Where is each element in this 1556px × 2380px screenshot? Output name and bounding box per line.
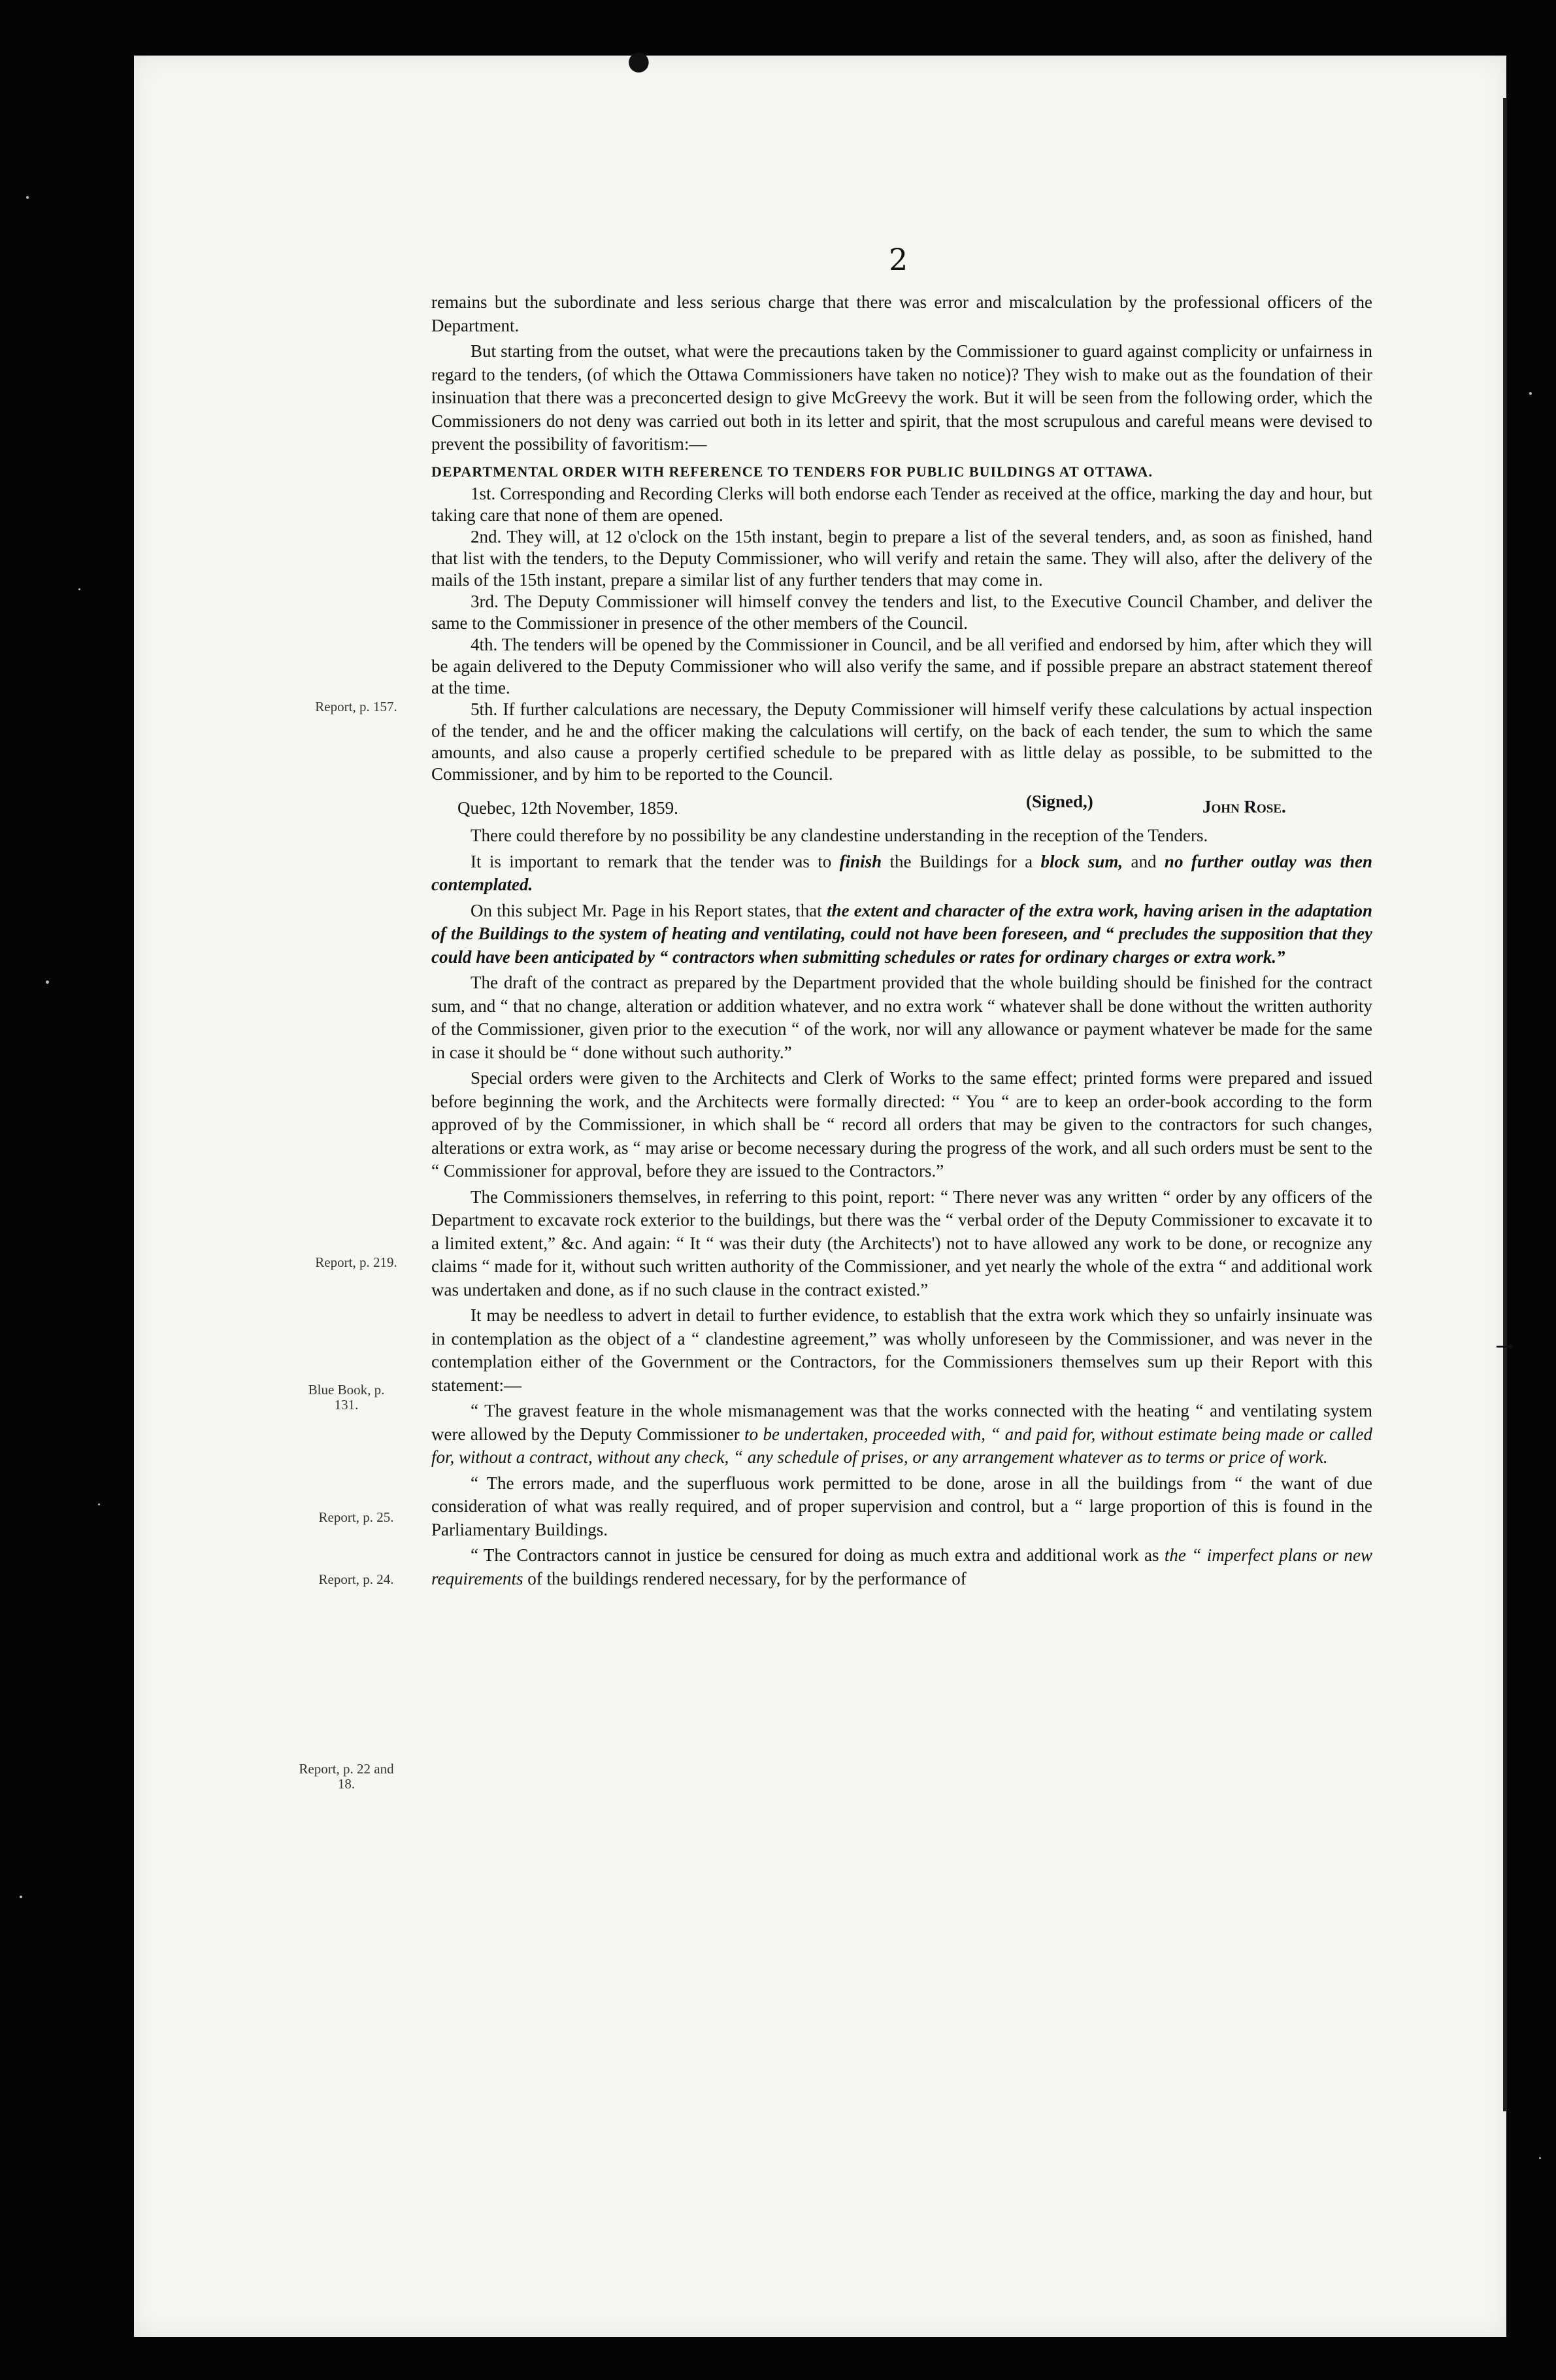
paragraph: But starting from the outset, what were the precautions taken by the Commissioner to guard against complicity or unfairness in regard to the tenders, (of which the Ottawa Commissioners have taken no notice)? They wish to make out as the foundation of their insinuation that there was a preconcerted design to give McGreevy the work. But it will be seen from the following order, which the Commissioners do not deny was carried out both in its letter and spirit, that the most scrupulous and careful means were devised to prevent the possibility of favoritism:—	[431, 341, 1372, 454]
text-run: of the buildings rendered necessary, for by the performance of	[523, 1568, 967, 1588]
scan-speck	[1529, 392, 1532, 395]
paragraph: There could therefore by no possibility be any clandestine understanding in the reception of the Tenders.	[471, 826, 1208, 845]
paragraph	[431, 1400, 1372, 1469]
emphasis: finish	[839, 851, 882, 871]
signature-name: John Rose.	[1202, 797, 1286, 816]
page-number: 2	[889, 242, 908, 277]
text-run: “ The gravest feature in the whole mismanagement was that the works connected with the heating “ and ventilating system were allowed by the Deputy Commissioner	[431, 1401, 1372, 1444]
body-text	[431, 291, 1372, 1590]
order-item: 1st. Corresponding and Recording Clerks will both endorse each Tender as received at the office, marking the day and hour, but taking care that none of them are opened.	[431, 484, 1372, 525]
margin-note: Report, p. 22 and 18.	[299, 1761, 394, 1792]
paragraph	[431, 850, 1372, 897]
binding-mark: →	[1495, 1333, 1514, 1360]
paragraph	[431, 899, 1372, 969]
text-run: On this subject Mr. Page in his Report states, that	[471, 900, 827, 920]
scan-speck	[46, 980, 49, 984]
paragraph: The Commissioners themselves, in referring to this point, report: “ There never was any written “ order by any officers of the Department to excavate rock exterior to the buildings, but there was the “ verbal order of the Deputy Commissioner to excavate it to a limited extent,” &c. And again: “ It “ was their duty (the Architects') not to have allowed any work to be done, or recognize any claims “ made for it, without such written authority of the Commissioner, and yet nearly the whole of the extra “ and additional work was undertaken and done, as if no such clause in the contract existed.”	[431, 1186, 1372, 1299]
binding-mark: ●	[627, 46, 650, 76]
margin-note: Report, p. 24.	[318, 1571, 394, 1587]
order-heading: DEPARTMENTAL ORDER WITH REFERENCE TO TENDERS FOR PUBLIC BUILDINGS AT OTTAWA.	[431, 463, 1153, 480]
emphasis: block sum,	[1040, 851, 1123, 871]
paragraph	[431, 1544, 1372, 1590]
order-item: 3rd. The Deputy Commissioner will himself convey the tenders and list, to the Executive Council Chamber, and deliver the same to the Commissioner in presence of the other members of the Council.	[431, 592, 1372, 633]
order-item: 2nd. They will, at 12 o'clock on the 15th instant, begin to prepare a list of the several tenders, and, as soon as finished, hand that list with the tenders, to the Deputy Commissioner, who will verify and retain the same. They will also, after the delivery of the mails of the 15th instant, prepare a similar list of any further tenders that may come in.	[431, 527, 1372, 590]
signature-line	[431, 790, 1372, 822]
signature-date: Quebec, 12th November, 1859.	[457, 798, 678, 818]
emphasis: the “ imperfect plans or new requirements	[431, 1545, 1372, 1588]
signature-signed: (Signed,)	[1026, 792, 1093, 811]
paragraph: “ The errors made, and the superfluous work permitted to be done, arose in all the buildings from “ the want of due consideration of what was really required, and of proper supervision and control, but a “ large proportion of this is found in the Parliamentary Buildings.	[431, 1473, 1372, 1539]
text-run: and	[1123, 851, 1165, 871]
paragraph: remains but the subordinate and less serious charge that there was error and miscalculation by the professional officers of the Department.	[431, 292, 1372, 335]
margin-note: Blue Book, p. 131.	[308, 1382, 385, 1413]
page-edge-line	[1503, 98, 1507, 2111]
order-item: 5th. If further calculations are necessary, the Deputy Commissioner will himself verify these calculations by actual inspection of the tender, and he and the officer making the calculations will certify, on the back of each tender, the sum to which the same amounts, and also cause a properly certified schedule to be prepared with as little delay as possible, to be submitted to the Commissioner, and by him to be reported to the Council.	[431, 699, 1372, 784]
scan-speck	[1539, 2157, 1541, 2159]
margin-note: Report, p. 157.	[315, 699, 397, 714]
paragraph: The draft of the contract as prepared by the Department provided that the whole building should be finished for the contract sum, and “ that no change, alteration or addition whatever, and no extra work “ whatever shall be done without the written authority of the Commissioner, given prior to the execution “ of the work, nor will any allowance or payment whatever be made for the same in case it should be “ done without such authority.”	[431, 973, 1372, 1062]
order-item: 4th. The tenders will be opened by the Commissioner in Council, and be all verified and endorsed by him, after which they will be again delivered to the Deputy Commissioner who will also verify the same, and if possible prepare an abstract statement thereof at the time.	[431, 635, 1372, 697]
paragraph: It may be needless to advert in detail to further evidence, to establish that the extra work which they so unfairly insinuate was in contemplation as the object of a “ clandestine agreement,” was wholly unforeseen by the Commissioner, and was never in the contemplation either of the Government or the Contractors, for the Commissioners themselves sum up their Report with this statement:—	[431, 1305, 1372, 1395]
margin-note: Report, p. 25.	[318, 1509, 394, 1525]
scan-speck	[20, 1896, 22, 1898]
paragraph: Special orders were given to the Architects and Clerk of Works to the same effect; printed forms were prepared and issued before beginning the work, and the Architects were formally directed: “ You “ are to keep an order-book according to the form approved of by the Commissioner, in which shall be “ record all orders that may be given to the contractors for such changes, alterations or extra work, as “ may arise or become necessary during the progress of the work, and all such orders must be sent to the “ Commissioner for approval, before they are issued to the Contractors.”	[431, 1068, 1372, 1181]
scan-speck	[78, 588, 80, 590]
text-run: the Buildings for a	[882, 851, 1041, 871]
emphasis: to be undertaken, proceeded with, “ and paid for, without estimate being made or called for, without a contract, without any check, “ any schedule of prises, or any arrangement whatever as to terms or price of work.	[431, 1424, 1373, 1467]
text-run: It is important to remark that the tender was to	[471, 851, 840, 871]
emphasis: the extent and character of the extra work, having arisen in the adaptation of the Buildings to the system of heating and ventilating, could not have been foreseen, and “ precludes the supposition that they could have been anticipated by “ contractors when submitting schedules or rates for ordinary charges or extra work.”	[431, 900, 1372, 967]
emphasis: no further outlay was then contemplated.	[431, 851, 1373, 894]
scan-speck	[98, 1503, 100, 1505]
text-run: “ The Contractors cannot in justice be censured for doing as much extra and additional work as	[471, 1545, 1165, 1565]
margin-note: Report, p. 219.	[315, 1254, 397, 1270]
scan-speck	[26, 196, 29, 199]
